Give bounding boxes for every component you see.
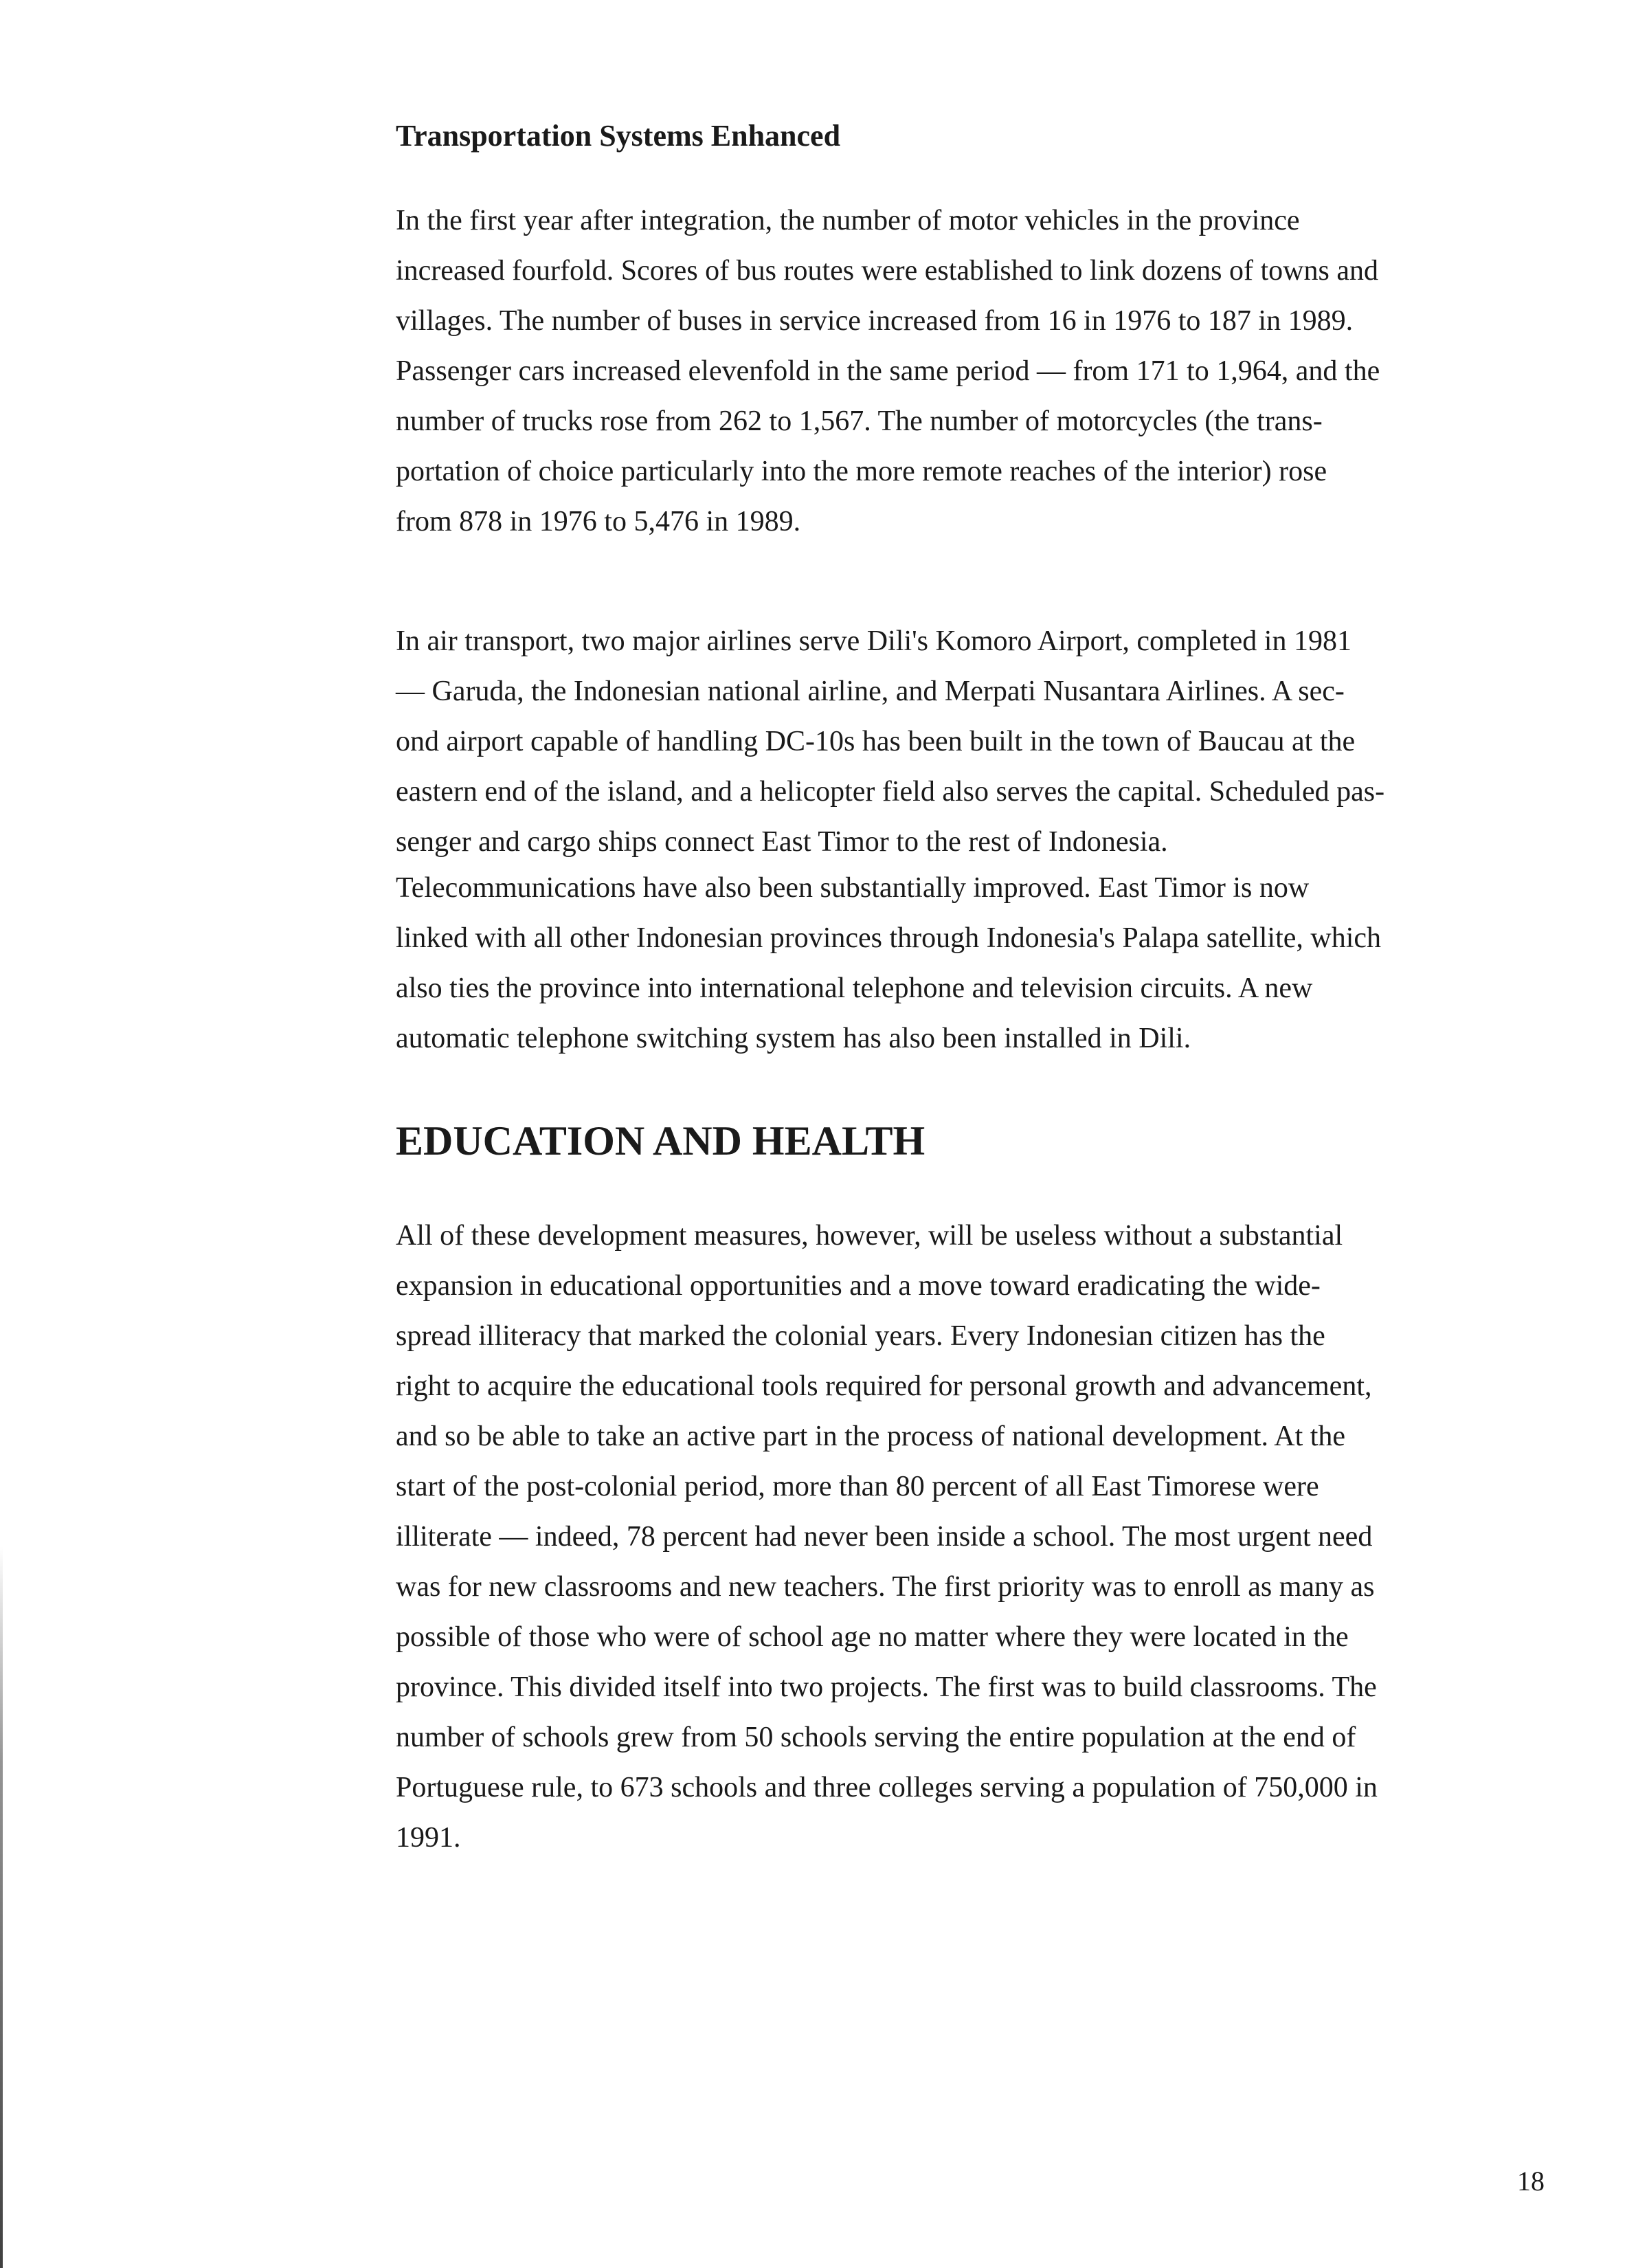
text-line: In air transport, two major airlines serve Dili's Komoro Airport, completed in 1981 bbox=[396, 625, 1351, 657]
text-line: portation of choice particularly into the more remote reaches of the interior) rose bbox=[396, 456, 1327, 487]
text-line: start of the post-colonial period, more than 80 percent of all East Timorese were bbox=[396, 1471, 1319, 1502]
text-line: right to acquire the educational tools required for personal growth and advancement, bbox=[396, 1370, 1372, 1402]
text-line: villages. The number of buses in service increased from 16 in 1976 to 187 in 1989. bbox=[396, 305, 1354, 337]
text-line: eastern end of the island, and a helicopter field also serves the capital. Scheduled pas- bbox=[396, 776, 1385, 808]
text-line: automatic telephone switching system has also been installed in Dili. bbox=[396, 1023, 1191, 1054]
text-line: ond airport capable of handling DC-10s has been built in the town of Baucau at the bbox=[396, 726, 1356, 757]
text-line: illiterate — indeed, 78 percent had never been inside a school. The most urgent need bbox=[396, 1521, 1373, 1553]
text-line: Passenger cars increased elevenfold in the same period — from 171 to 1,964, and the bbox=[396, 355, 1380, 387]
text-line: expansion in educational opportunities and a move toward eradicating the wide- bbox=[396, 1270, 1321, 1302]
text-line: province. This divided itself into two projects. The first was to build classrooms. The bbox=[396, 1671, 1377, 1703]
section-heading: EDUCATION AND HEALTH bbox=[396, 1118, 926, 1164]
paragraph-telecommunications bbox=[396, 863, 1550, 1064]
text-line: 1991. bbox=[396, 1822, 461, 1854]
text-line: In the first year after integration, the number of motor vehicles in the province bbox=[396, 205, 1300, 236]
paragraph-vehicles bbox=[396, 196, 1550, 547]
page-binding-edge bbox=[0, 1546, 3, 2268]
page-number: 18 bbox=[1517, 2166, 1545, 2197]
text-line: also ties the province into international telephone and television circuits. A new bbox=[396, 972, 1313, 1004]
text-line: All of these development measures, however, will be useless without a substantial bbox=[396, 1220, 1343, 1252]
paragraph-education bbox=[396, 1211, 1550, 1863]
text-line: Telecommunications have also been substantially improved. East Timor is now bbox=[396, 872, 1310, 904]
subsection-heading: Transportation Systems Enhanced bbox=[396, 119, 841, 153]
text-line: possible of those who were of school age no matter where they were located in the bbox=[396, 1621, 1349, 1653]
text-line: was for new classrooms and new teachers. The first priority was to enroll as many as bbox=[396, 1571, 1375, 1603]
text-line: number of schools grew from 50 schools serving the entire population at the end of bbox=[396, 1722, 1356, 1753]
paragraph-air-transport bbox=[396, 616, 1550, 867]
text-line: senger and cargo ships connect East Timor to the rest of Indonesia. bbox=[396, 826, 1168, 858]
text-line: increased fourfold. Scores of bus routes were established to link dozens of towns and bbox=[396, 255, 1378, 287]
text-line: Portuguese rule, to 673 schools and three colleges serving a population of 750,000 in bbox=[396, 1772, 1378, 1803]
text-line: and so be able to take an active part in the process of national development. At the bbox=[396, 1421, 1346, 1452]
text-line: number of trucks rose from 262 to 1,567. The number of motorcycles (the trans- bbox=[396, 405, 1323, 437]
text-line: linked with all other Indonesian provinces through Indonesia's Palapa satellite, which bbox=[396, 922, 1382, 954]
text-line: spread illiteracy that marked the colonial years. Every Indonesian citizen has the bbox=[396, 1320, 1325, 1352]
document-page bbox=[396, 0, 1550, 2268]
text-line: — Garuda, the Indonesian national airline, and Merpati Nusantara Airlines. A sec- bbox=[396, 676, 1345, 707]
text-line: from 878 in 1976 to 5,476 in 1989. bbox=[396, 506, 801, 537]
